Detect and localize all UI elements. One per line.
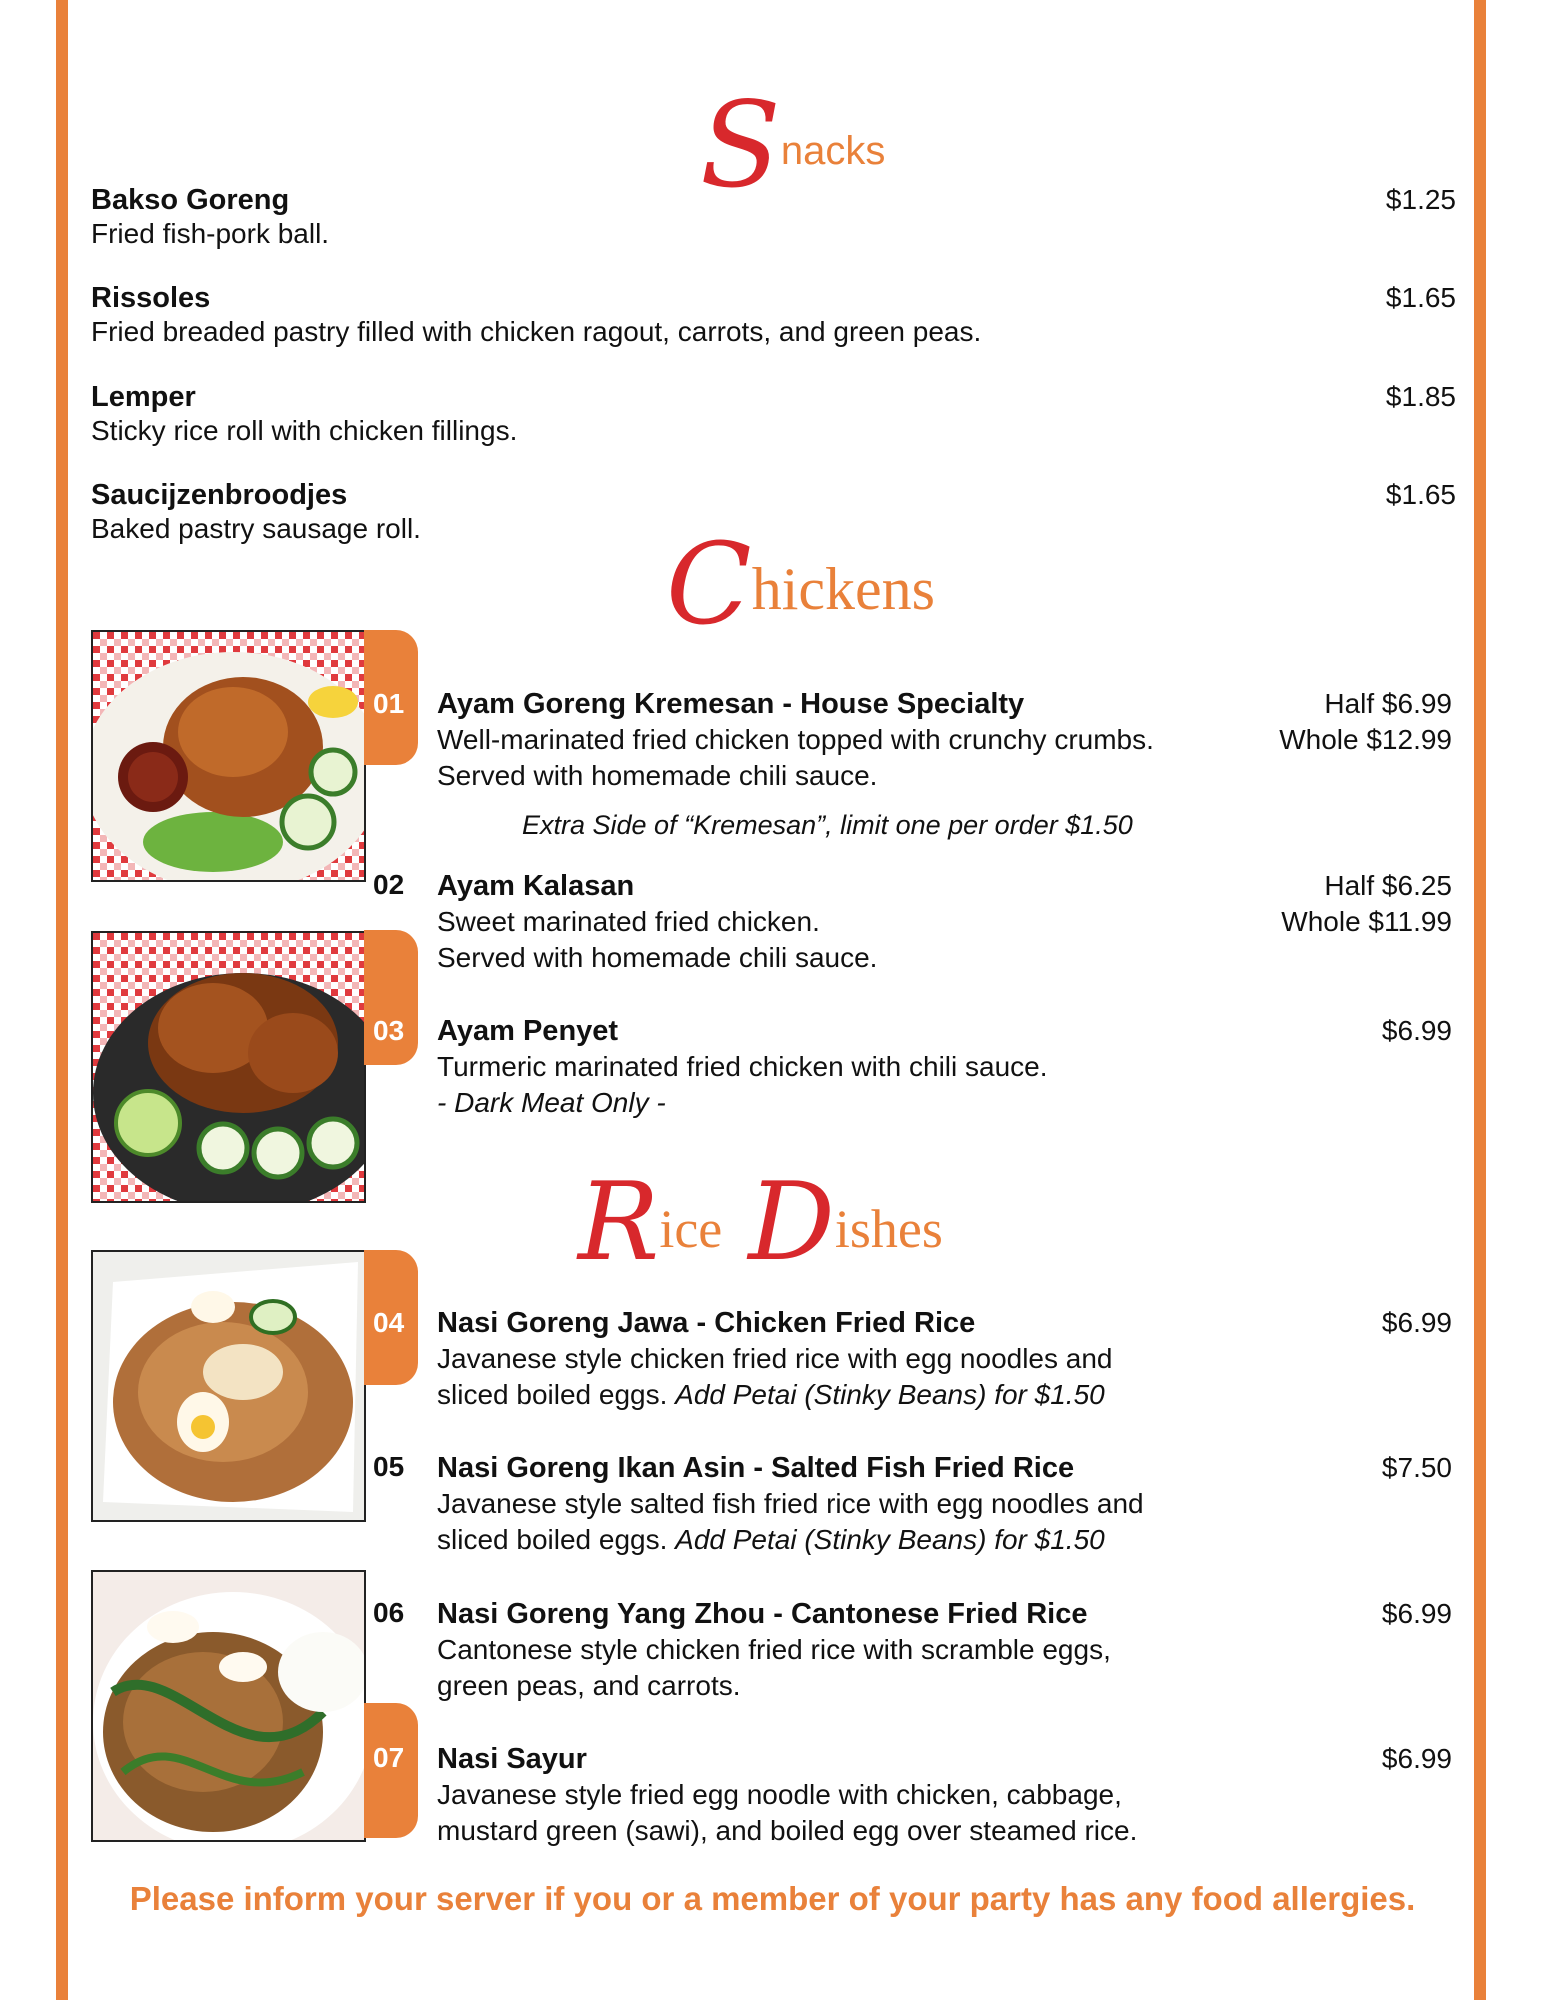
item-price-whole: Whole $12.99 — [1279, 724, 1452, 755]
snack-price: $1.65 — [1385, 479, 1456, 510]
penyet-chicken-image — [93, 933, 366, 1203]
snack-name: Rissoles — [91, 282, 211, 314]
item-description: Served with homemade chili sauce. — [437, 942, 878, 973]
item-description: Javanese style fried egg noodle with chicken, cabbage, — [437, 1779, 1122, 1810]
menu-item — [437, 868, 1452, 976]
snack-price: $1.25 — [1385, 184, 1456, 215]
allergy-notice: Please inform your server if you or a member of your party has any food allergies. — [129, 1880, 1416, 1917]
rice-heading-initial: R — [578, 1160, 660, 1285]
ayam-penyet-photo — [91, 931, 366, 1203]
snack-item — [91, 183, 1456, 251]
menu-item — [437, 1305, 1452, 1413]
item-description: Turmeric marinated fried chicken with chili sauce. — [437, 1051, 1048, 1082]
item-addon: Add Petai (Stinky Beans) for $1.50 — [675, 1524, 1105, 1555]
item-price: $6.99 — [1381, 1015, 1452, 1046]
item-price-half: Half $6.99 — [1324, 688, 1452, 719]
rice-heading-rest: ice — [659, 1199, 723, 1259]
item-name: Nasi Goreng Ikan Asin - Salted Fish Fried Rice — [437, 1452, 1075, 1484]
item-description — [437, 1377, 1452, 1413]
chickens-heading — [666, 520, 935, 650]
fried-rice-image — [93, 1252, 366, 1522]
item-price: $6.99 — [1381, 1598, 1452, 1629]
item-description: Javanese style salted fish fried rice with egg noodles and — [437, 1488, 1144, 1519]
item-price: $7.50 — [1381, 1452, 1452, 1483]
item-description: green peas, and carrots. — [437, 1670, 741, 1701]
snack-name: Lemper — [91, 381, 196, 413]
left-border — [56, 0, 68, 2000]
item-addon: Add Petai (Stinky Beans) for $1.50 — [675, 1379, 1105, 1410]
item-number: 04 — [373, 1307, 405, 1338]
item-name: Nasi Goreng Yang Zhou - Cantonese Fried Rice — [437, 1598, 1088, 1630]
fried-chicken-image — [93, 632, 366, 882]
dishes-heading-initial: D — [748, 1160, 835, 1285]
item-prices — [1281, 868, 1452, 940]
item-price-whole: Whole $11.99 — [1281, 906, 1452, 937]
snack-description: Baked pastry sausage roll. — [91, 513, 421, 544]
item-prices — [1382, 1305, 1452, 1341]
item-description: mustard green (sawi), and boiled egg over steamed rice. — [437, 1815, 1138, 1846]
snacks-heading-rest: nacks — [780, 129, 886, 173]
item-number: 06 — [373, 1597, 405, 1628]
snack-description: Fried fish-pork ball. — [91, 218, 330, 249]
snack-price: $1.65 — [1385, 282, 1456, 313]
item-prices — [1382, 1596, 1452, 1632]
menu-item — [437, 1596, 1452, 1704]
item-note: - Dark Meat Only - — [437, 1087, 666, 1118]
snack-item — [91, 281, 1456, 349]
menu-item — [437, 1741, 1452, 1849]
item-name: Nasi Goreng Jawa - Chicken Fried Rice — [437, 1307, 976, 1339]
item-price-half: Half $6.25 — [1324, 870, 1452, 901]
nasi-sayur-photo — [91, 1570, 366, 1842]
chickens-heading-rest: hickens — [751, 556, 935, 622]
noodle-plate-image — [93, 1572, 366, 1842]
item-prices — [1382, 1741, 1452, 1777]
item-number: 02 — [373, 869, 405, 900]
dishes-heading-rest: ishes — [834, 1199, 943, 1259]
item-price: $6.99 — [1381, 1307, 1452, 1338]
menu-item — [437, 1450, 1452, 1558]
item-description-text: sliced boiled eggs. — [437, 1524, 668, 1555]
item-price: $6.99 — [1381, 1743, 1452, 1774]
right-border — [1474, 0, 1486, 2000]
ayam-goreng-kremesan-photo — [91, 630, 366, 882]
menu-item — [437, 1013, 1452, 1121]
rice-dishes-heading — [578, 1160, 943, 1285]
item-name: Ayam Penyet — [437, 1015, 619, 1047]
item-name: Ayam Kalasan — [437, 870, 635, 902]
item-name: Nasi Sayur — [437, 1743, 587, 1775]
item-name: Ayam Goreng Kremesan - House Specialty — [437, 688, 1025, 720]
item-prices — [1382, 1013, 1452, 1049]
item-number: 05 — [373, 1451, 405, 1482]
snack-name: Saucijzenbroodjes — [91, 479, 348, 511]
menu-item — [437, 686, 1452, 794]
snack-description: Sticky rice roll with chicken fillings. — [91, 415, 518, 446]
snack-price: $1.85 — [1385, 381, 1456, 412]
item-description-text: sliced boiled eggs. — [437, 1379, 668, 1410]
item-description: Served with homemade chili sauce. — [437, 760, 878, 791]
item-prices — [1279, 686, 1452, 758]
snack-item — [91, 380, 1456, 448]
item-description: Cantonese style chicken fried rice with scramble eggs, — [437, 1634, 1111, 1665]
item-description: Sweet marinated fried chicken. — [437, 906, 820, 937]
snack-description: Fried breaded pastry filled with chicken ragout, carrots, and green peas. — [91, 316, 982, 347]
item-description: Javanese style chicken fried rice with egg noodles and — [437, 1343, 1113, 1374]
item-number: 01 — [373, 688, 405, 719]
item-description — [437, 1522, 1452, 1558]
item-number: 03 — [373, 1015, 405, 1046]
item-number: 07 — [373, 1742, 405, 1773]
item-prices — [1382, 1450, 1452, 1486]
nasi-goreng-photo — [91, 1250, 366, 1522]
extra-side-note: Extra Side of “Kremesan”, limit one per order $1.50 — [522, 810, 1133, 840]
snack-name: Bakso Goreng — [91, 184, 290, 216]
chickens-heading-initial: C — [666, 520, 752, 650]
snacks-heading-initial: S — [700, 76, 781, 214]
item-description: Well-marinated fried chicken topped with crunchy crumbs. — [437, 724, 1154, 755]
